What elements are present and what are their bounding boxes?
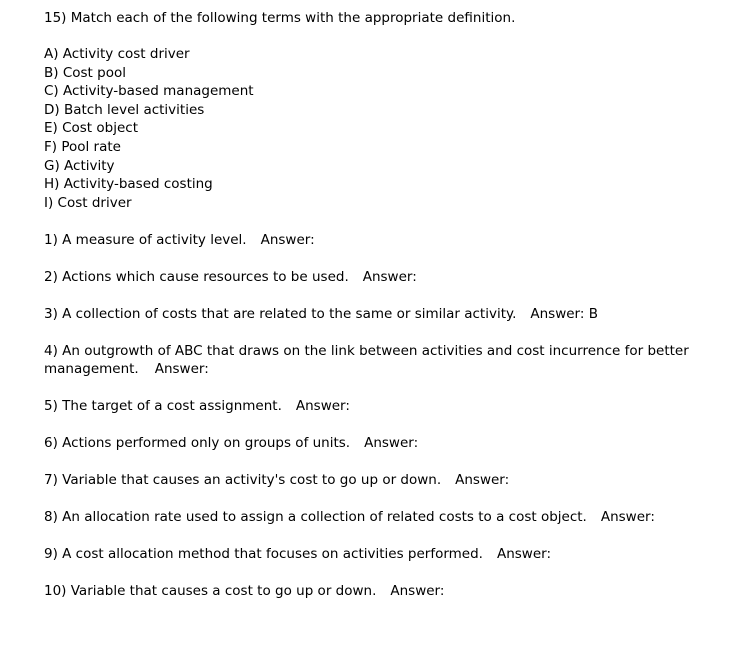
definition-item-1: [44, 231, 704, 249]
term-item-g: G) Activity: [44, 157, 115, 174]
answer-field[interactable]: Answer:: [455, 472, 510, 489]
definition-text: 6) Actions performed only on groups of units.: [44, 435, 351, 452]
term-item-f: F) Pool rate: [44, 138, 121, 155]
term-item-h: H) Activity-based costing: [44, 176, 213, 193]
definition-text: 9) A cost allocation method that focuses on activities performed.: [44, 546, 483, 563]
question-title: 15) Match each of the following terms with the appropriate definition.: [44, 10, 516, 26]
definition-item-4: [44, 342, 704, 378]
term-item-c: C) Activity-based management: [44, 83, 254, 100]
definition-text: 10) Variable that causes a cost to go up or down.: [44, 583, 377, 600]
term-item-i: I) Cost driver: [44, 194, 132, 211]
definition-item-6: [44, 434, 704, 452]
definition-text: 1) A measure of activity level.: [44, 232, 247, 249]
definition-text: 5) The target of a cost assignment.: [44, 398, 282, 415]
question-sheet: [44, 9, 704, 619]
answer-field[interactable]: Answer:: [260, 232, 315, 249]
answer-field[interactable]: Answer:: [496, 546, 552, 563]
definition-item-3: [44, 305, 704, 323]
definition-text: 7) Variable that causes an activity's cost to go up or down.: [44, 472, 442, 489]
definitions-list: [44, 231, 704, 600]
term-item-a: A) Activity cost driver: [44, 46, 190, 62]
term-item-e: E) Cost object: [44, 120, 138, 137]
definition-text: 8) An allocation rate used to assign a collection of related costs to a cost object.: [44, 509, 587, 526]
answer-field[interactable]: Answer:: [600, 509, 655, 526]
answer-field[interactable]: Answer: B: [530, 306, 598, 323]
answer-field[interactable]: Answer:: [390, 583, 445, 600]
answer-field[interactable]: Answer:: [154, 361, 209, 378]
definition-item-5: [44, 397, 704, 415]
definition-text: 4) An outgrowth of ABC that draws on the link between activities and cost incurrence for better management.: [44, 343, 689, 378]
term-item-d: D) Batch level activities: [44, 101, 205, 118]
answer-field[interactable]: Answer:: [295, 398, 350, 415]
definition-item-7: [44, 471, 704, 489]
definition-item-9: [44, 545, 704, 563]
definition-text: 3) A collection of costs that are related to the same or similar activity.: [44, 306, 517, 323]
answer-field[interactable]: Answer:: [364, 435, 419, 452]
answer-field[interactable]: Answer:: [362, 269, 417, 286]
term-item-b: B) Cost pool: [44, 64, 126, 81]
definition-item-2: [44, 268, 704, 286]
definition-item-8: [44, 508, 704, 526]
terms-list: [44, 45, 704, 212]
definition-item-10: [44, 582, 704, 600]
definition-text: 2) Actions which cause resources to be used.: [44, 269, 349, 286]
